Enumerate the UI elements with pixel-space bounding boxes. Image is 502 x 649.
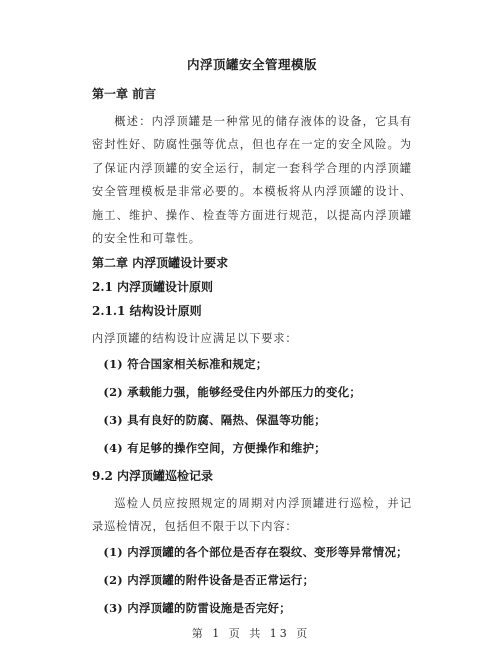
list-item: (2) 内浮顶罐的附件设备是否正常运行； [103, 572, 315, 587]
document-title: 内浮顶罐安全管理模版 [186, 57, 317, 72]
list-item: (1) 符合国家相关标准和规定； [103, 356, 268, 371]
section-2-1-1-heading: 2.1.1 结构设计原则 [92, 304, 202, 319]
list-item: (3) 具有良好的防腐、隔热、保温等功能； [103, 412, 327, 427]
page-number-footer: 第 1 页 共 13 页 [191, 627, 311, 640]
page-content [92, 56, 412, 628]
list-item: (1) 内浮顶罐的各个部位是否存在裂纹、变形等异常情况； [103, 544, 408, 559]
chapter-1-heading: 第一章 前言 [92, 87, 157, 101]
section-2-1-heading: 2.1 内浮顶罐设计原则 [92, 280, 214, 295]
section-9-2-heading: 9.2 内浮顶罐巡检记录 [92, 468, 214, 483]
chapter-2-heading: 第二章 内浮顶罐设计要求 [92, 256, 229, 271]
structure-requirements-intro: 内浮顶罐的结构设计应满足以下要求： [92, 332, 298, 346]
inspection-paragraph: 巡检人员应按照规定的周期对内浮顶罐进行巡检，并记录巡检情况，包括但不限于以下内容： [92, 496, 412, 534]
list-item: (4) 有足够的操作空间，方便操作和维护； [103, 440, 327, 455]
list-item: (3) 内浮顶罐的防雷设施是否完好； [103, 600, 291, 615]
list-item: (2) 承载能力强，能够经受住内外部压力的变化； [103, 384, 362, 399]
chapter-1-paragraph: 概述：内浮顶罐是一种常见的储存液体的设备，它具有密封性好、防腐性强等优点，但也存在一定的安全风险。为了保证内浮顶罐的安全运行，制定一套科学合理的内浮顶罐安全管理模板是非常必要的。本模板将从内浮顶罐的设计、施工、维护、操作、检查等方面进行规范，以提高内浮顶罐的安全性和可靠性。 [92, 115, 412, 246]
